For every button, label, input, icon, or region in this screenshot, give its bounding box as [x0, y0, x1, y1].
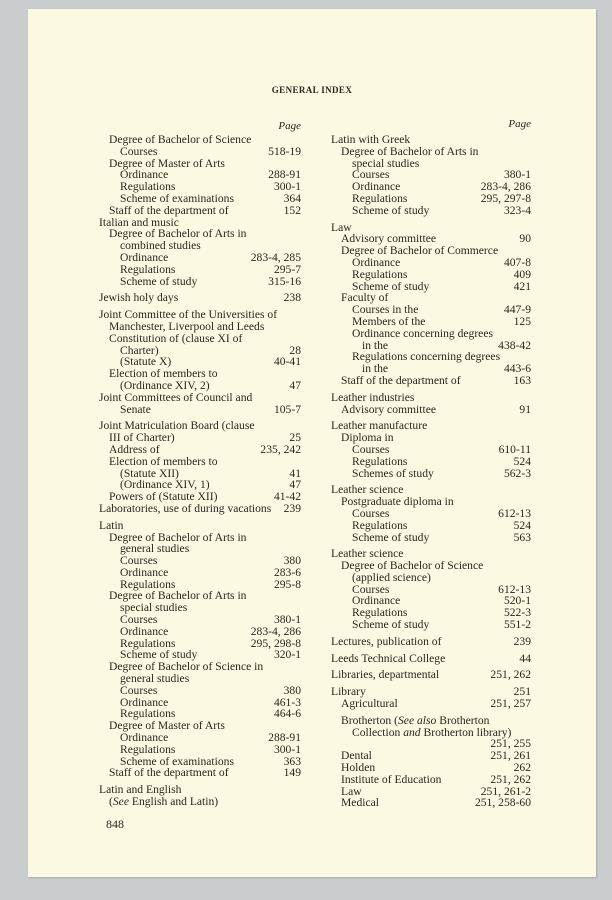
- index-entry-pages: 421: [513, 279, 531, 293]
- index-entry-text: (Statute X): [120, 355, 172, 369]
- index-entry-text: Joint Committees of Council and: [99, 390, 253, 404]
- index-entry-text: Medical: [341, 796, 379, 810]
- page-column-label: Page: [278, 120, 301, 132]
- index-entry: [99, 626, 301, 638]
- index-entry-pages: 315-16: [268, 274, 301, 288]
- index-entry-text: Ordinance: [120, 624, 169, 638]
- index-entry-pages: 563: [513, 530, 531, 544]
- index-entry: [99, 276, 301, 288]
- index-entry-text: Faculty of: [341, 291, 389, 305]
- index-entry-text: Latin with Greek: [331, 133, 411, 146]
- index-entry-text: Degree of Bachelor of Arts in: [109, 227, 247, 241]
- index-entry-text: Senate: [120, 402, 151, 416]
- index-entry-pages: 551-2: [503, 618, 531, 632]
- index-entry-pages: 380-1: [273, 613, 301, 627]
- index-entry-pages: 251, 257: [490, 697, 531, 711]
- index-entry-pages: 464-6: [273, 707, 301, 721]
- index-entry-text: Leather science: [331, 547, 404, 561]
- index-entry-pages: 288-91: [268, 168, 301, 182]
- index-entry-pages: 41: [289, 466, 301, 480]
- index-entry: [99, 404, 301, 416]
- index-entry-pages: 163: [513, 373, 531, 387]
- index-entry-text: Lectures, publication of: [331, 634, 442, 648]
- index-entry: [331, 257, 531, 269]
- index-entry-text: Election of members to: [109, 454, 218, 468]
- index-entry: [99, 264, 301, 276]
- index-entry-text: Joint Committee of the Universities of: [99, 308, 278, 322]
- index-entry-pages: 28: [289, 343, 301, 357]
- index-entry-text: Regulations: [120, 636, 176, 650]
- index-entry-text: Library: [331, 685, 366, 699]
- index-entry-pages: 288-91: [268, 731, 301, 745]
- index-entry-pages: 612-13: [498, 582, 531, 596]
- index-entry-text: Constitution of (clause XI of: [109, 331, 243, 345]
- index-entry: [331, 653, 531, 665]
- index-entry-text: Staff of the department of: [109, 766, 229, 780]
- index-entry: [331, 698, 531, 710]
- index-entry: [331, 351, 531, 363]
- index-entry: [331, 146, 531, 158]
- index-entry-text: Courses in the: [352, 303, 419, 317]
- index-entry-pages: 251, 255: [490, 737, 531, 751]
- index-entry-text: Regulations: [120, 262, 176, 276]
- index-entry-pages: 612-13: [498, 506, 531, 520]
- index-entry-text: Courses: [352, 582, 390, 596]
- index-entry-text: Degree of Bachelor of Commerce: [341, 244, 499, 258]
- index-entry-text: (Ordinance XIV, 2): [120, 378, 210, 392]
- index-entry-text: (Ordinance XIV, 1): [120, 478, 210, 492]
- index-entry: [99, 321, 301, 333]
- index-entry-pages: 363: [283, 754, 301, 768]
- index-entry-pages: 283-4, 285: [250, 250, 301, 264]
- index-entry-text: Regulations concerning degrees: [352, 350, 501, 364]
- index-entry-text: Ordinance: [120, 250, 169, 264]
- index-entry-pages: 238: [283, 291, 301, 305]
- index-column-right: [331, 118, 531, 810]
- index-entry-text: Scheme of study: [352, 618, 430, 632]
- index-entry-text: Latin: [99, 518, 124, 532]
- index-entry: [99, 567, 301, 579]
- index-entry-text: Degree of Bachelor of Arts in: [109, 589, 247, 603]
- index-entry-text: Advisory committee: [341, 232, 436, 246]
- index-entry: [99, 520, 301, 532]
- index-entry-text: Dental: [341, 749, 372, 763]
- index-entry: [99, 146, 301, 158]
- index-entry-text: Brotherton (See also Brotherton: [341, 713, 490, 727]
- index-entry-text: Postgraduate diploma in: [341, 495, 454, 509]
- index-entry-text: Regulations: [352, 454, 408, 468]
- index-entry-text: Ordinance: [120, 168, 169, 182]
- index-entry-text: Diploma in: [341, 431, 394, 445]
- index-entry-pages: 295, 298-8: [250, 636, 301, 650]
- index-entry: [99, 767, 301, 779]
- index-entry-text: Scheme of examinations: [120, 191, 234, 205]
- index-entry-text: Regulations: [120, 707, 176, 721]
- page-column-label: Page: [508, 118, 531, 130]
- index-entry-pages: 522-3: [503, 606, 531, 620]
- index-entry-text: Degree of Bachelor of Science: [341, 559, 484, 573]
- index-entry-pages: 125: [513, 314, 531, 328]
- index-entry-text: Courses: [352, 168, 390, 182]
- index-entry: [331, 328, 531, 340]
- index-entry: [99, 380, 301, 392]
- index-entry-pages: 91: [519, 402, 531, 416]
- index-entry-text: Italian and music: [99, 215, 179, 229]
- index-entry-text: Latin and English: [99, 783, 182, 797]
- index-entry-pages: 239: [513, 634, 531, 648]
- index-entry-text: Regulations: [352, 267, 408, 281]
- index-entry-pages: 40-41: [273, 355, 301, 369]
- index-entry-pages: 47: [289, 378, 301, 392]
- index-entry-pages: 407-8: [503, 255, 531, 269]
- index-entry-text: Courses: [352, 506, 390, 520]
- index-entry-text: Powers of (Statute XII): [109, 490, 218, 504]
- index-entry-pages: 295, 297-8: [480, 191, 531, 205]
- index-entry-pages: 443-6: [503, 362, 531, 376]
- index-entry: [99, 456, 301, 468]
- index-entry-text: Scheme of examinations: [120, 754, 234, 768]
- index-entry-text: Holden: [341, 761, 376, 775]
- index-entry: [331, 636, 531, 648]
- index-entry-text: Scheme of study: [352, 530, 430, 544]
- index-entry-pages: 610-11: [498, 442, 531, 456]
- index-entry-text: (applied science): [352, 570, 431, 584]
- index-entry-pages: 461-3: [273, 695, 301, 709]
- index-entry: [99, 685, 301, 697]
- index-entry-pages: 438-42: [498, 338, 531, 352]
- index-entry-text: Law: [341, 784, 362, 798]
- index-entry-text: Leather industries: [331, 390, 415, 404]
- index-entry-pages: 524: [513, 518, 531, 532]
- index-entry-pages: 320-1: [273, 648, 301, 662]
- index-entry-text: special studies: [120, 601, 188, 615]
- index-entry: [99, 333, 301, 345]
- index-entry-pages: 251: [513, 685, 531, 699]
- index-entry: [99, 444, 301, 456]
- index-entry-pages: 295-7: [273, 262, 301, 276]
- index-entry-text: Degree of Bachelor of Arts in: [109, 530, 247, 544]
- index-entry-text: Regulations: [120, 180, 176, 194]
- index-entry-text: Leeds Technical College: [331, 651, 446, 665]
- index-entry-text: Leather manufacture: [331, 419, 428, 433]
- index-entry: [331, 797, 531, 809]
- index-entry-text: Staff of the department of: [109, 203, 229, 217]
- running-title: GENERAL INDEX: [271, 85, 353, 95]
- index-entry-text: Jewish holy days: [99, 291, 179, 305]
- index-entry: [331, 669, 531, 681]
- index-entry-pages: 562-3: [503, 466, 531, 480]
- index-entry-pages: 90: [519, 232, 531, 246]
- index-entry-text: Scheme of study: [352, 203, 430, 217]
- index-entry-text: Courses: [352, 442, 390, 456]
- index-entry-pages: 283-4, 286: [480, 180, 531, 194]
- index-entry-pages: 380: [283, 554, 301, 568]
- index-entry: [331, 508, 531, 520]
- index-entry-text: general studies: [120, 672, 190, 686]
- index-entry: [331, 456, 531, 468]
- index-entry-pages: 380-1: [503, 168, 531, 182]
- index-entry-text: Ordinance: [120, 695, 169, 709]
- index-entry-pages: 105-7: [273, 402, 301, 416]
- index-entry-pages: 323-4: [503, 203, 531, 217]
- index-entry-text: Leather science: [331, 483, 404, 497]
- index-entry-pages: 251, 258-60: [474, 796, 531, 810]
- index-entry-text: Members of the: [352, 314, 426, 328]
- index-entry: [99, 392, 301, 404]
- index-entry-text: Staff of the department of: [341, 373, 461, 387]
- index-entry-pages: 251, 261: [490, 749, 531, 763]
- index-entry: [331, 468, 531, 480]
- index-entry: [331, 316, 531, 328]
- index-entry-pages: 25: [289, 431, 301, 445]
- index-entry-text: Degree of Master of Arts: [109, 156, 225, 170]
- index-entry-text: general studies: [120, 542, 190, 556]
- index-entry-text: Collection and Brotherton library): [352, 725, 512, 739]
- index-entry: [99, 796, 301, 808]
- index-entry-text: Regulations: [120, 742, 176, 756]
- index-entry-text: Election of members to: [109, 367, 218, 381]
- index-entry-text: Degree of Bachelor of Science in: [109, 660, 264, 674]
- index-entry-text: Regulations: [352, 606, 408, 620]
- index-entry: [331, 774, 531, 786]
- index-entry-text: Advisory committee: [341, 402, 436, 416]
- index-entry: [99, 744, 301, 756]
- index-entry-text: (Statute XII): [120, 466, 179, 480]
- index-entry-text: III of Charter): [109, 431, 175, 445]
- index-entry-pages: 447-9: [503, 303, 531, 317]
- index-entry-text: Scheme of study: [120, 648, 198, 662]
- index-entry-pages: 47: [289, 478, 301, 492]
- index-entry-text: (See English and Latin): [109, 795, 219, 809]
- index-entry-pages: 149: [283, 766, 301, 780]
- index-entry-pages: 364: [283, 191, 301, 205]
- index-entry-text: Scheme of study: [352, 279, 430, 293]
- index-entry-text: Joint Matriculation Board (clause: [99, 419, 255, 433]
- index-entry: [331, 269, 531, 281]
- index-entry: [331, 205, 531, 217]
- index-entry-text: Courses: [120, 554, 158, 568]
- index-entry-text: Charter): [120, 343, 159, 357]
- index-entry-pages: 235, 242: [260, 442, 301, 456]
- index-entry-pages: 251, 262: [490, 772, 531, 786]
- index-entry-text: Schemes of study: [352, 466, 434, 480]
- index-entry-text: special studies: [352, 156, 420, 170]
- index-entry: [331, 532, 531, 544]
- index-entry-text: Agricultural: [341, 697, 398, 711]
- index-page: [28, 9, 596, 877]
- index-entry-text: Ordinance: [120, 565, 169, 579]
- index-entry-text: Regulations: [352, 518, 408, 532]
- index-entry-pages: 262: [513, 761, 531, 775]
- index-entry: [331, 715, 531, 727]
- index-entry-pages: 524: [513, 454, 531, 468]
- page-number: 848: [106, 817, 124, 831]
- index-entry-text: Institute of Education: [341, 772, 442, 786]
- index-entry-text: Degree of Bachelor of Arts in: [341, 144, 479, 158]
- index-entry-text: Law: [331, 220, 352, 234]
- index-column-left: [99, 121, 301, 808]
- index-entry-text: in the: [362, 338, 389, 352]
- index-entry-text: Ordinance: [352, 180, 401, 194]
- index-entry-text: Scheme of study: [120, 274, 198, 288]
- index-entry-text: in the: [362, 362, 389, 376]
- index-entry-pages: 409: [513, 267, 531, 281]
- index-entry: [99, 205, 301, 217]
- index-entry: [99, 292, 301, 304]
- index-entry-text: Courses: [120, 613, 158, 627]
- index-entry-text: Degree of Bachelor of Science: [109, 133, 252, 146]
- index-entry-text: Libraries, departmental: [331, 668, 440, 682]
- index-entry-pages: 152: [283, 203, 301, 217]
- index-entry-pages: 41-42: [273, 490, 301, 504]
- index-entry-pages: 44: [519, 651, 531, 665]
- index-entry: [99, 503, 301, 515]
- index-entry-pages: 300-1: [273, 180, 301, 194]
- index-entry: [99, 193, 301, 205]
- index-entry-pages: 283-4, 286: [250, 624, 301, 638]
- index-entry-text: Degree of Master of Arts: [109, 719, 225, 733]
- index-entry-pages: 300-1: [273, 742, 301, 756]
- index-entry: [331, 392, 531, 404]
- index-entry-text: combined studies: [120, 239, 201, 253]
- index-entry-text: Ordinance: [120, 731, 169, 745]
- index-entry-text: Ordinance: [352, 255, 401, 269]
- index-entries-left: [99, 134, 301, 808]
- index-entry-text: Laboratories, use of during vacations: [99, 501, 272, 515]
- index-entry-text: Ordinance concerning degrees: [352, 326, 493, 340]
- index-entry-pages: 251, 261-2: [480, 784, 531, 798]
- index-entry-pages: 295-8: [273, 577, 301, 591]
- index-entry-text: Address of: [109, 442, 160, 456]
- index-entry-pages: 283-6: [273, 565, 301, 579]
- index-entry-pages: 518-19: [268, 144, 301, 158]
- index-entry: [331, 520, 531, 532]
- index-entry: [331, 572, 531, 584]
- index-entry: [331, 193, 531, 205]
- index-entry-pages: 239: [283, 501, 301, 515]
- index-entry-text: Manchester, Liverpool and Leeds: [109, 319, 265, 333]
- index-entry-text: Ordinance: [352, 594, 401, 608]
- index-entry: [331, 619, 531, 631]
- index-entry: [99, 252, 301, 264]
- index-entry: [331, 444, 531, 456]
- index-entry-pages: 380: [283, 683, 301, 697]
- index-entry: [331, 375, 531, 387]
- index-entries-right: [331, 134, 531, 809]
- index-entry: [331, 404, 531, 416]
- index-entry-pages: 520-1: [503, 594, 531, 608]
- index-entry-text: Courses: [120, 144, 158, 158]
- index-entry-text: Regulations: [352, 191, 408, 205]
- index-entry-text: Regulations: [120, 577, 176, 591]
- index-entry-text: Courses: [120, 683, 158, 697]
- index-entry-pages: 251, 262: [490, 668, 531, 682]
